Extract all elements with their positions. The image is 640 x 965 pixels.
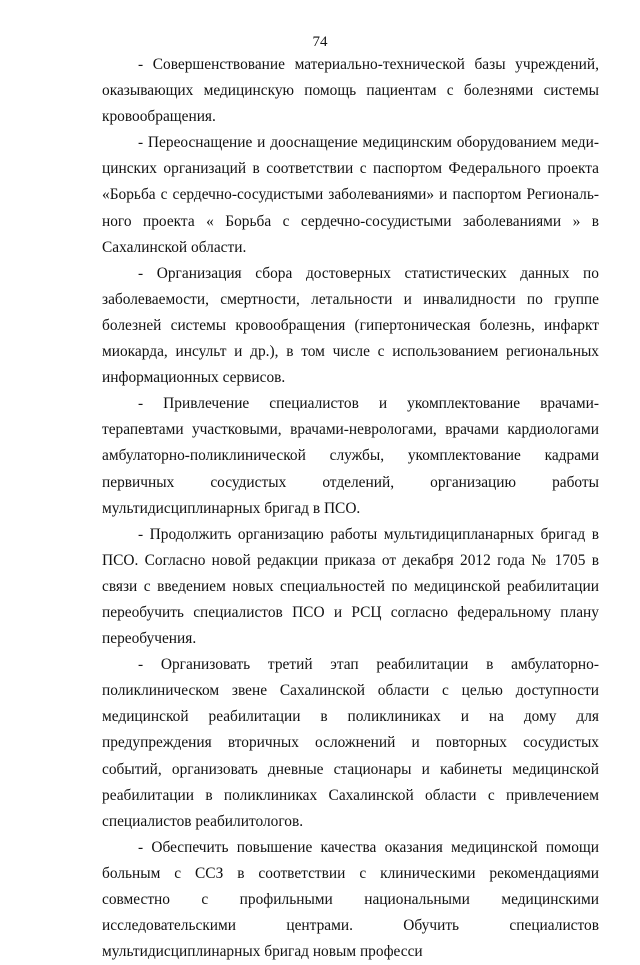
paragraph-rehabilitation: - Организовать третий этап реабилитации в амбулаторно-поликлиническом звене Сахалинской области с целью доступности медицинской реабилитации в поликлиниках и на дому для предупреждения вторичных осложнений и повторных сосудистых событий, организовать дневные стационары и кабинеты медицинской реабилитации в поликлиниках Сахалинской области с привлечением специалистов реабилитологов. — [102, 656, 599, 830]
document-body — [102, 52, 599, 965]
paragraph-staffing: - Привлечение специалистов и укомплектование врачами-терапевтами участковыми, врачами-неврологами, врачами кардиологами амбулаторно-поликлинической службы, укомплектование кадрами первичных сосудистых отделений, организацию работы мультидисциплинарных бригад в ПСО. — [102, 395, 599, 517]
paragraph-equipment: - Переоснащение и дооснащение медицинским оборудованием медицинских организаций в соответствии с паспортом Федерального проекта «Борьба с сердечно-сосудистыми заболеваниями» и паспортом Регионального проекта « Борьба с сердечно-сосудистыми заболеваниями » в Сахалинской области. — [102, 134, 599, 256]
paragraph-statistics: - Организация сбора достоверных статистических данных по заболеваемости, смертности, летальности и инвалидности по группе болезней системы кровообращения (гипертоническая болезнь, инфаркт миокарда, инсульт и др.), в том числе с использованием региональных информационных сервисов. — [102, 264, 599, 387]
page-number: 74 — [312, 34, 328, 50]
paragraph-material-base: - Совершенствование материально-технической базы учреждений, оказывающих медицинскую помощь пациентам с болезнями системы кровообращения. — [102, 56, 599, 126]
paragraph-multidisciplinary-teams: - Продолжить организацию работы мультидиципланарных бригад в ПСО. Согласно новой редакции приказа от декабря 2012 года № 1705 в связи с введением новых специальностей по медицинской реабилитации переобучить специалистов ПСО и РСЦ согласно федеральному плану переобучения. — [102, 525, 599, 648]
paragraph-quality-care: - Обеспечить повышение качества оказания медицинской помощи больным с ССЗ в соответствии с клиническими рекомендациями совместно с профильными национальными медицинскими исследовательскими центрами. Обучить специалистов мультидисциплинарных бригад новым професси — [102, 838, 599, 961]
